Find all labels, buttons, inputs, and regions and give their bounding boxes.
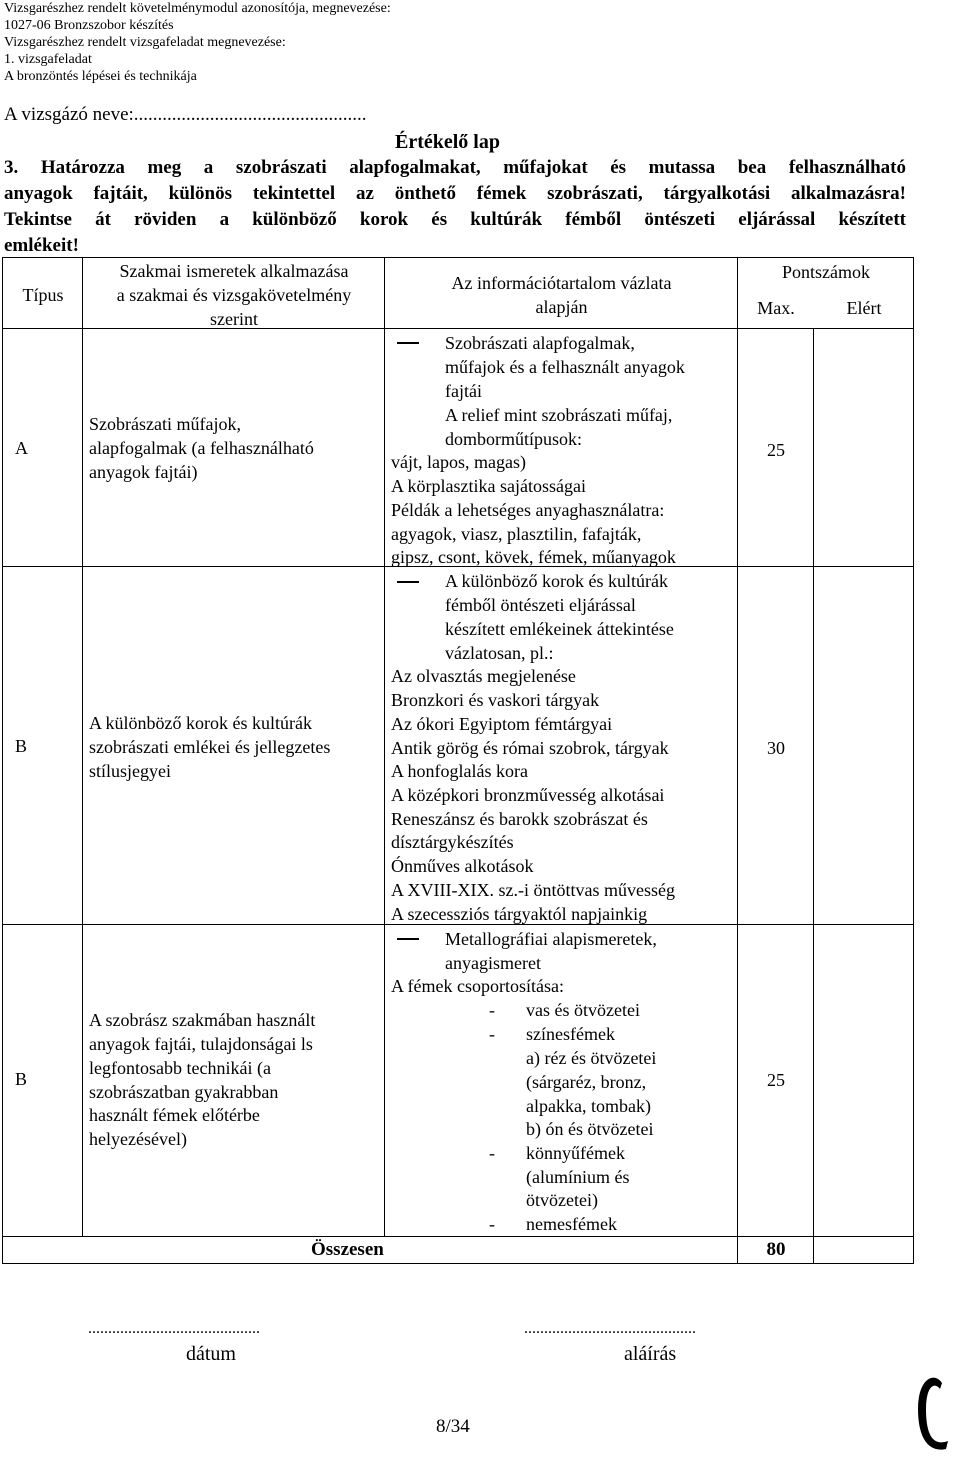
signature-label: aláírás xyxy=(624,1343,677,1365)
header-knowledge-line: a szakmai és vizsgakövetelmény xyxy=(116,285,352,305)
knowledge-line: anyagok fajtái) xyxy=(89,462,198,482)
knowledge-line: szobrászati emlékei és jellegzetes xyxy=(89,737,331,757)
info-line: Bronzkori és vaskori tárgyak xyxy=(391,690,600,710)
info-cell xyxy=(385,329,738,567)
info-line: Példák a lehetséges anyaghasználatra: xyxy=(391,500,665,520)
knowledge-line: Szobrászati műfajok, xyxy=(89,414,241,434)
info-line: Metallográfiai alapismeretek, xyxy=(445,929,657,949)
header-type-cell xyxy=(3,258,83,329)
evaluation-table xyxy=(2,257,914,1264)
info-line: A körplasztika sajátosságai xyxy=(391,476,586,496)
total-achieved-cell xyxy=(814,1237,914,1264)
date-label: dátum xyxy=(186,1343,236,1365)
knowledge-line: alapfogalmak (a felhasználható xyxy=(89,438,314,458)
signature-dots: ........................................... xyxy=(524,1320,696,1337)
sub-item-line: színesfémek xyxy=(526,1024,615,1044)
achieved-cell xyxy=(814,925,914,1237)
sub-item-line: b) ón és ötvözetei xyxy=(526,1119,654,1139)
header-line: 1027-06 Bronzszobor készítés xyxy=(4,18,174,33)
header-points: Pontszámok xyxy=(782,262,870,282)
info-line: műfajok és a felhasznált anyagok xyxy=(445,357,685,377)
header-points-cell xyxy=(738,258,914,329)
header-achieved: Elért xyxy=(846,298,882,318)
question-line: emlékeit! xyxy=(4,235,79,256)
sub-item-line: ötvözetei) xyxy=(526,1190,598,1210)
list-dash xyxy=(397,938,419,940)
row-type: B xyxy=(15,1069,28,1089)
knowledge-line: A különböző korok és kultúrák xyxy=(89,713,312,733)
sub-item-line: (sárgaréz, bronz, xyxy=(526,1072,647,1092)
type-cell xyxy=(3,925,83,1237)
page-number: 8/34 xyxy=(436,1416,470,1437)
examinee-name-label: A vizsgázó neve:................................................. xyxy=(4,104,367,125)
total-value-cell xyxy=(738,1237,814,1264)
max-points: 30 xyxy=(767,738,785,758)
info-line: anyagismeret xyxy=(445,953,541,973)
type-cell xyxy=(3,567,83,925)
total-row xyxy=(3,1237,914,1264)
info-line: A középkori bronzművesség alkotásai xyxy=(391,785,665,805)
question-line: anyagok fajtáit, különös tekintettel az önthető fémek szobrászati, tárgyalkotási alkalmazásra! xyxy=(4,183,906,204)
header-knowledge-line: szerint xyxy=(210,309,258,329)
header-info-line: Az információtartalom vázlata xyxy=(451,273,672,293)
header-knowledge-cell xyxy=(83,258,385,329)
sub-item-line: a) réz és ötvözetei xyxy=(526,1048,657,1068)
info-line: Antik görög és római szobrok, tárgyak xyxy=(391,738,669,758)
header-max: Max. xyxy=(757,298,795,318)
row-type: B xyxy=(15,736,28,756)
info-cell xyxy=(385,567,738,925)
sub-item-line: (alumínium és xyxy=(526,1167,630,1187)
knowledge-line: szobrászatban gyakrabban xyxy=(89,1082,279,1102)
max-points: 25 xyxy=(767,440,785,460)
knowledge-line: használt fémek előtérbe xyxy=(89,1105,260,1125)
info-line: Az ókori Egyiptom fémtárgyai xyxy=(391,714,613,734)
knowledge-line: stílusjegyei xyxy=(89,761,171,781)
question-line: Tekintse át röviden a különböző korok és kultúrák fémből öntészeti eljárással készített xyxy=(4,209,906,230)
info-line: Szobrászati alapfogalmak, xyxy=(445,333,635,353)
sub-bullet: - xyxy=(489,1000,495,1020)
header-line: 1. vizsgafeladat xyxy=(4,52,92,67)
max-cell xyxy=(738,567,814,925)
knowledge-cell xyxy=(83,567,385,925)
max-points: 25 xyxy=(767,1070,785,1090)
total-value: 80 xyxy=(766,1239,786,1260)
info-line: készített emlékeinek áttekintése xyxy=(445,619,674,639)
table-row xyxy=(3,567,914,925)
info-line: A különböző korok és kultúrák xyxy=(445,571,668,591)
date-dots: ........................................... xyxy=(88,1320,260,1337)
header-info-cell xyxy=(385,258,738,329)
info-cell xyxy=(385,925,738,1237)
sub-item-line: vas és ötvözetei xyxy=(526,1000,640,1020)
info-line: fajtái xyxy=(445,381,482,401)
sub-item-line: nemesfémek xyxy=(526,1214,617,1234)
total-label-cell xyxy=(3,1237,738,1264)
knowledge-line: helyezésével) xyxy=(89,1129,187,1149)
info-line: Az olvasztás megjelenése xyxy=(391,666,576,686)
max-cell xyxy=(738,329,814,567)
table-row xyxy=(3,925,914,1237)
sub-bullet: - xyxy=(489,1143,495,1163)
type-cell xyxy=(3,329,83,567)
row-type: A xyxy=(15,438,28,458)
header-line: Vizsgarészhez rendelt vizsgafeladat megnevezése: xyxy=(4,35,286,50)
header-knowledge-line: Szakmai ismeretek alkalmazása xyxy=(119,261,349,281)
list-dash xyxy=(397,342,419,344)
info-line: fémből öntészeti eljárással xyxy=(445,595,636,615)
info-line: A honfoglalás kora xyxy=(391,761,528,781)
question-line: 3. Határozza meg a szobrászati alapfogalmakat, műfajokat és mutassa bea felhasználható xyxy=(4,157,906,178)
achieved-cell xyxy=(814,329,914,567)
header-line: Vizsgarészhez rendelt követelménymodul azonosítója, megnevezése: xyxy=(4,1,391,16)
knowledge-cell xyxy=(83,925,385,1237)
list-dash xyxy=(397,581,419,583)
sub-item-line: könnyűfémek xyxy=(526,1143,625,1163)
info-line: agyagok, viasz, plasztilin, fafajták, xyxy=(391,524,642,544)
info-line: Ónműves alkotások xyxy=(391,856,534,876)
header-info-line: alapján xyxy=(535,297,588,317)
info-line: dísztárgykészítés xyxy=(391,832,514,852)
header-line: A bronzöntés lépései és technikája xyxy=(4,69,197,84)
knowledge-line: A szobrász szakmában használt xyxy=(89,1010,316,1030)
info-line: Reneszánsz és barokk szobrászat és xyxy=(391,809,648,829)
info-line: vázlatosan, pl.: xyxy=(445,643,554,663)
info-line: A XVIII-XIX. sz.-i öntöttvas művesség xyxy=(391,880,675,900)
knowledge-line: anyagok fajtái, tulajdonságai ls xyxy=(89,1034,313,1054)
table-header-row xyxy=(3,258,914,329)
c-letter-logo-icon xyxy=(912,1369,952,1457)
max-cell xyxy=(738,925,814,1237)
total-label: Összesen xyxy=(311,1239,384,1260)
info-line: vájt, lapos, magas) xyxy=(391,452,526,472)
info-line: A fémek csoportosítása: xyxy=(391,976,564,996)
sub-bullet: - xyxy=(489,1214,495,1234)
knowledge-cell xyxy=(83,329,385,567)
info-line: gipsz, csont, kövek, fémek, műanyagok xyxy=(391,547,676,567)
info-line: A relief mint szobrászati műfaj, xyxy=(445,405,673,425)
table-row xyxy=(3,329,914,567)
sub-bullet: - xyxy=(489,1024,495,1044)
sub-item-line: alpakka, tombak) xyxy=(526,1096,651,1116)
header-type: Típus xyxy=(22,285,64,305)
info-line: domborműtípusok: xyxy=(445,429,583,449)
sheet-title: Értékelő lap xyxy=(395,131,500,153)
info-line: A szecessziós tárgyaktól napjainkig xyxy=(391,904,648,924)
achieved-cell xyxy=(814,567,914,925)
knowledge-line: legfontosabb technikái (a xyxy=(89,1058,271,1078)
